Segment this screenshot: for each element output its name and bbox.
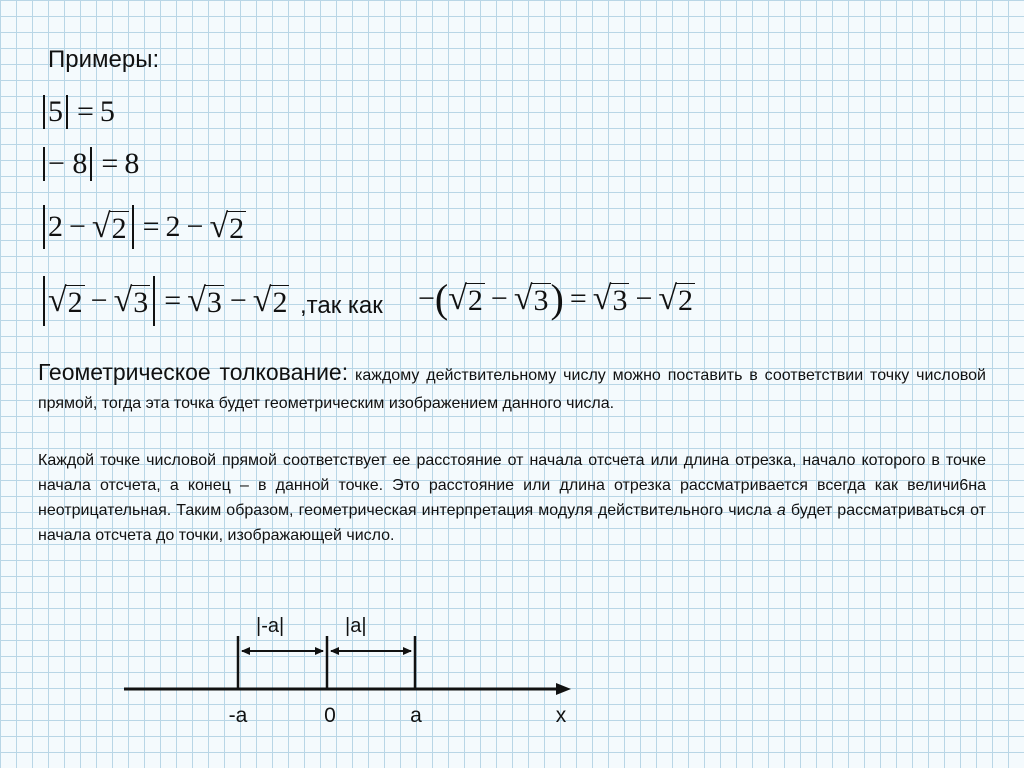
abs-bar-right (153, 276, 155, 326)
example-3-rhs-b: 2 (229, 211, 245, 245)
example-5-rhs-a: 3 (612, 283, 628, 317)
example-3-rhs-a: 2 (165, 210, 181, 243)
sqrt: √ 2 (91, 208, 127, 245)
example-4-rhs-a: 3 (206, 285, 222, 319)
paren-close: ) (550, 276, 564, 321)
example-2-rhs: 8 (124, 147, 140, 180)
sqrt: √ 2 (252, 282, 288, 319)
example-4 (40, 274, 289, 328)
span-label-left: |-а| (256, 615, 285, 637)
number-line-diagram (0, 600, 1024, 740)
minus-sign: − (186, 210, 204, 243)
geometric-section (38, 358, 986, 418)
equals-sign: = (142, 210, 160, 243)
example-1-inner: 5 (48, 95, 63, 128)
minus-sign: − (418, 282, 435, 315)
example-1 (40, 92, 115, 132)
main-paragraph (38, 448, 986, 548)
example-3-a: 2 (48, 210, 63, 243)
example-3-b: 2 (111, 211, 127, 245)
abs-bar-right (132, 205, 134, 249)
minus-sign: − (69, 210, 86, 243)
example-2 (40, 144, 139, 184)
sqrt: √ 2 (48, 282, 83, 319)
page-title: Примеры: (48, 46, 160, 73)
paragraph-variable: а (776, 502, 786, 519)
minus-sign: − (490, 282, 508, 315)
span-label-right: |а| (345, 615, 367, 637)
sqrt: √ 2 (448, 280, 483, 317)
equals-sign: = (164, 284, 182, 317)
example-2-inner: − 8 (48, 147, 88, 180)
abs-bar-left (43, 276, 45, 326)
example-5-rhs-b: 2 (678, 283, 694, 317)
sqrt: √ 3 (513, 280, 549, 317)
abs-bar-left (43, 95, 45, 129)
equals-sign: = (569, 282, 587, 315)
paragraph-part-2: будет рассматриваться от начала отсчета до точки, изображающей число. (38, 502, 986, 544)
sqrt: √ 2 (209, 208, 245, 245)
geometric-text: каждому действительному числу можно поставить в соответствии точку числовой прямой, тогда эта точка будет геометрическим изображением данного числа. (38, 367, 986, 412)
example-3 (40, 203, 246, 251)
example-4-a: 2 (67, 285, 83, 319)
because-text: ,так как (300, 292, 383, 319)
sqrt: √ 3 (113, 282, 149, 319)
equals-sign: = (101, 147, 119, 180)
example-5-b: 3 (533, 283, 549, 317)
paragraph-part-1: Каждой точке числовой прямой соответствует ее расстояние от начала отсчета или длина отрезка, начало которого в точке начала отсчета, а конец – в данной точке. Это расстояние или длина отрезка рассматривается всегда как величи6на неотрицательная. Таким образом, геометрическая интерпретация модуля действительного числа (38, 452, 986, 519)
abs-bar-right (66, 95, 68, 129)
minus-sign: − (90, 284, 108, 317)
example-5-a: 2 (467, 283, 483, 317)
paren-open: ( (434, 276, 449, 321)
label-neg-a: -а (228, 704, 248, 727)
label-x: x (555, 704, 567, 727)
abs-bar-left (43, 205, 45, 249)
minus-sign: − (229, 284, 247, 317)
example-4-b: 3 (133, 285, 149, 319)
example-1-rhs: 5 (99, 95, 115, 128)
geometric-heading: Геометрическое толкование: (38, 359, 349, 385)
minus-sign: − (635, 282, 653, 315)
abs-bar-left (43, 147, 45, 181)
example-4-rhs-b: 2 (272, 285, 288, 319)
example-5 (418, 272, 695, 326)
axis-arrow-icon (556, 683, 571, 695)
sqrt: √ 3 (592, 280, 628, 317)
sqrt: √ 2 (658, 280, 694, 317)
sqrt: √ 3 (187, 282, 222, 319)
equals-sign: = (77, 95, 94, 128)
label-zero: 0 (324, 704, 336, 727)
abs-bar-right (90, 147, 92, 181)
label-a: а (410, 704, 422, 727)
